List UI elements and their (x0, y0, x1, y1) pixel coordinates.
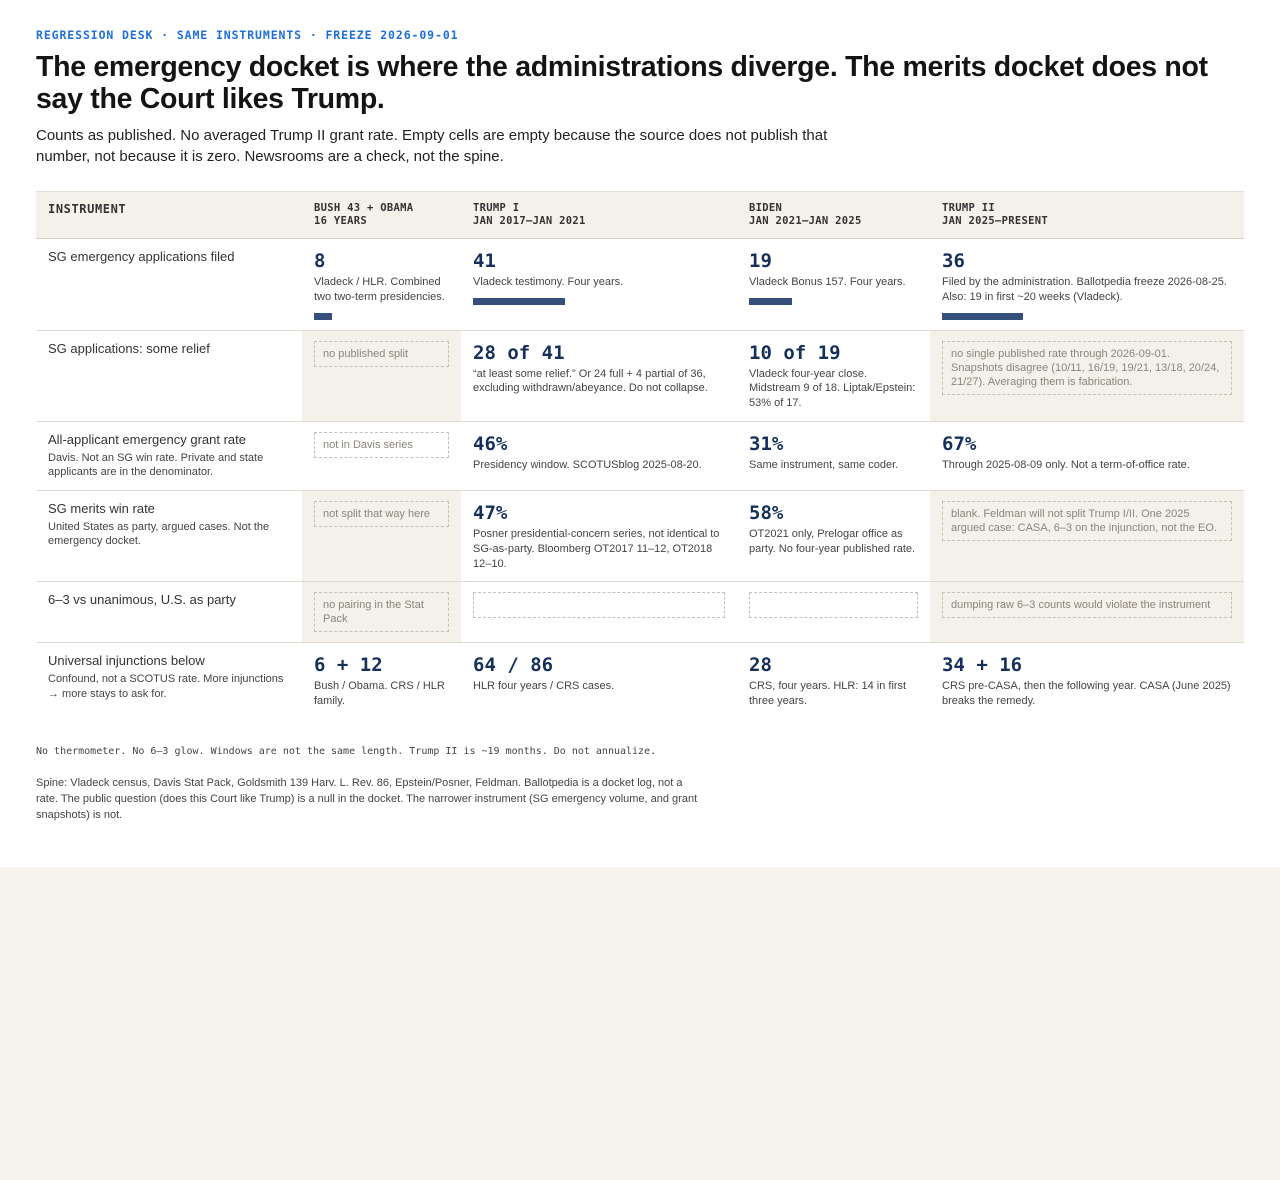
volume-bar (749, 298, 792, 305)
cell-note: Vladeck four-year close. Midstream 9 of 18. Liptak/Epstein: 53% of 17. (749, 367, 916, 410)
cell-note: Bush / Obama. CRS / HLR family. (314, 680, 445, 708)
table-row (36, 239, 1244, 331)
cell-note: Posner presidential-concern series, not identical to SG-as-party. Bloomberg OT2017 11–12, OT2018 12–10. (473, 527, 720, 570)
data-cell (461, 490, 737, 581)
data-cell (461, 643, 737, 719)
cell-value: 47% (473, 501, 508, 524)
cell-note: Filed by the administration. Ballotpedia freeze 2026-08-25. Also: 19 in first ~20 weeks (Vladeck). (942, 276, 1227, 303)
cell-value: 64 / 86 (473, 654, 554, 677)
cell-note: Presidency window. SCOTUSblog 2025-08-20. (473, 458, 702, 471)
cell-note: OT2021 only, Prelogar office as party. No four-year published rate. (749, 527, 916, 555)
data-cell (302, 330, 461, 421)
table-row (36, 643, 1244, 719)
row-label-cell (36, 239, 302, 331)
column-window: JAN 2021–JAN 2025 (749, 215, 862, 227)
cell-value: 41 (473, 250, 496, 272)
cell-value: 36 (942, 250, 965, 272)
table-header-row (36, 192, 1244, 239)
table-row (36, 582, 1244, 643)
data-cell (930, 330, 1244, 421)
row-label: 6–3 vs unanimous, U.S. as party (48, 592, 236, 608)
volume-bar (314, 313, 332, 320)
data-cell (461, 239, 737, 331)
data-cell (737, 643, 930, 719)
instrument-header: INSTRUMENT (36, 192, 302, 239)
column-name: TRUMP I (473, 202, 520, 214)
dek: Counts as published. No averaged Trump II grant rate. Empty cells are empty because the source does not publish that number, not because it is zero. Newsrooms are a check, not the spine. (36, 127, 828, 165)
cell-note: Vladeck Bonus 157. Four years. (749, 276, 906, 288)
column-header (737, 192, 930, 239)
empty-cell-placeholder (473, 592, 725, 618)
row-sublabel: United States as party, argued cases. Not the emergency docket. (48, 520, 270, 548)
cell-value: 19 (749, 250, 772, 272)
row-label-cell (36, 490, 302, 581)
data-cell (461, 421, 737, 490)
cell-note: “at least some relief.” Or 24 full + 4 partial of 36, excluding withdrawn/abeyance. Do not collapse. (473, 367, 708, 395)
cell-value: 46% (473, 432, 508, 455)
empty-cell-note: no published split (314, 341, 449, 367)
table-row (36, 490, 1244, 581)
data-cell (737, 330, 930, 421)
cell-value: 34 + 16 (942, 654, 1023, 677)
empty-cell-note: no single published rate through 2026-09-01. Snapshots disagree (10/11, 16/19, 19/21, 13/18, 20/24, 21/27). Averaging them is fabrication. (942, 341, 1232, 395)
column-window: 16 YEARS (314, 215, 367, 227)
cell-note: CRS, four years. HLR: 14 in first three years. (749, 680, 907, 708)
column-header (461, 192, 737, 239)
row-label-cell (36, 582, 302, 643)
data-cell (737, 582, 930, 643)
row-label: All-applicant emergency grant rate (48, 431, 246, 447)
column-header (930, 192, 1244, 239)
row-label: SG merits win rate (48, 500, 155, 516)
volume-bar (942, 313, 1023, 320)
empty-cell-note: not split that way here (314, 501, 449, 527)
empty-cell-note: no pairing in the Stat Pack (314, 592, 449, 632)
data-cell (302, 582, 461, 643)
column-window: JAN 2017–JAN 2021 (473, 215, 586, 227)
empty-cell-note: dumping raw 6–3 counts would violate the instrument (942, 592, 1232, 618)
cell-note: Through 2025-08-09 only. Not a term-of-office rate. (942, 458, 1190, 471)
data-cell (302, 239, 461, 331)
cell-value: 28 (749, 654, 772, 677)
data-cell (930, 582, 1244, 643)
data-cell (930, 490, 1244, 581)
cell-value: 10 of 19 (749, 341, 841, 364)
column-window: JAN 2025–PRESENT (942, 215, 1048, 227)
row-label: SG applications: some relief (48, 340, 210, 356)
row-label-cell (36, 421, 302, 490)
method-note: No thermometer. No 6–3 glow. Windows are not the same length. Trump II is ~19 months. Do not annualize. (36, 745, 657, 757)
column-name: BUSH 43 + OBAMA (314, 202, 414, 214)
row-sublabel: Confound, not a SCOTUS rate. More injunctions → more stays to ask for. (48, 673, 284, 700)
cell-note: CRS pre-CASA, then the following year. CASA (June 2025) breaks the remedy. (942, 680, 1231, 708)
cell-value: 6 + 12 (314, 654, 383, 677)
empty-cell-placeholder (749, 592, 918, 618)
headline: The emergency docket is where the administrations diverge. The merits docket does not say the Court likes Trump. (36, 51, 1208, 115)
row-sublabel: Davis. Not an SG win rate. Private and state applicants are in the denominator. (48, 451, 264, 479)
sources-note: Spine: Vladeck census, Davis Stat Pack, Goldsmith 139 Harv. L. Rev. 86, Epstein/Posner, Feldman. Ballotpedia is a docket log, not a rate. The public question (does this Court like Trump) is a null in the docket. The narrower instrument (SG emergency volume, and grant snapshots) is not. (36, 776, 698, 821)
row-label: Universal injunctions below (48, 653, 205, 669)
row-label-cell (36, 330, 302, 421)
data-cell (302, 490, 461, 581)
empty-cell-note: blank. Feldman will not split Trump I/II. One 2025 argued case: CASA, 6–3 on the injunction, not the EO. (942, 501, 1232, 541)
data-cell (930, 239, 1244, 331)
table-row (36, 421, 1244, 490)
kicker: REGRESSION DESK · SAME INSTRUMENTS · FREEZE 2026-09-01 (36, 28, 459, 42)
empty-cell-note: not in Davis series (314, 432, 449, 458)
cell-value: 28 of 41 (473, 341, 565, 364)
data-cell (461, 330, 737, 421)
cell-note: Vladeck testimony. Four years. (473, 276, 624, 288)
cell-value: 58% (749, 501, 784, 524)
cell-value: 67% (942, 432, 977, 455)
table-row (36, 330, 1244, 421)
data-cell (930, 643, 1244, 719)
data-cell (737, 490, 930, 581)
cell-note: Same instrument, same coder. (749, 458, 899, 471)
volume-bar (473, 298, 565, 305)
column-name: BIDEN (749, 202, 783, 214)
cell-value: 8 (314, 250, 326, 272)
data-cell (737, 239, 930, 331)
cell-note: Vladeck / HLR. Combined two two-term presidencies. (314, 276, 445, 303)
data-cell (302, 643, 461, 719)
column-name: TRUMP II (942, 202, 995, 214)
cell-value: 31% (749, 432, 784, 455)
row-label: SG emergency applications filed (48, 249, 235, 264)
comparison-table (36, 191, 1244, 719)
data-cell (302, 421, 461, 490)
data-cell (461, 582, 737, 643)
row-label-cell (36, 643, 302, 719)
data-cell (737, 421, 930, 490)
data-cell (930, 421, 1244, 490)
column-header (302, 192, 461, 239)
cell-note: HLR four years / CRS cases. (473, 680, 615, 693)
